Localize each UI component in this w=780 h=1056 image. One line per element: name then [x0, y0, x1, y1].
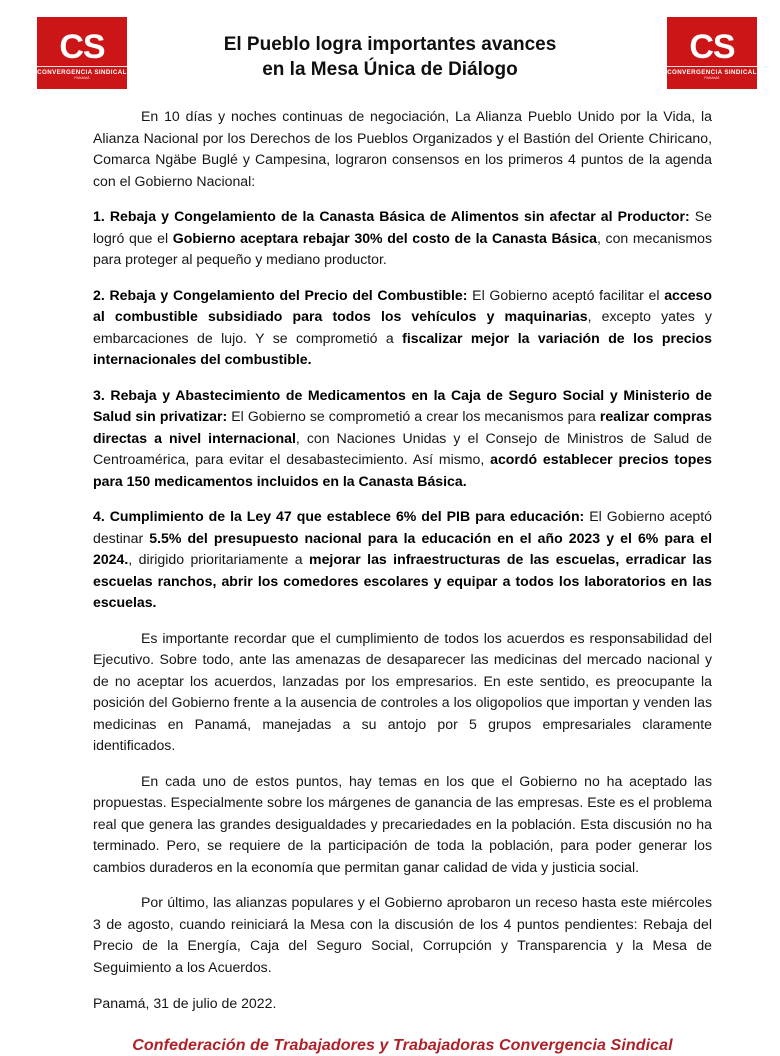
logo-organization-name: CONVERGENCIA SINDICAL	[667, 66, 757, 76]
point-2-heading: 2. Rebaja y Congelamiento del Precio del Combustible:	[93, 286, 468, 303]
document-header	[0, 0, 780, 100]
logo-organization-name: CONVERGENCIA SINDICAL	[37, 66, 127, 76]
logo-convergencia-sindical-right	[668, 18, 756, 88]
point-4-heading: 4. Cumplimiento de la Ley 47 que establece 6% del PIB para educación:	[93, 508, 585, 524]
point-3-run-1: El Gobierno se comprometió a crear los mecanismos para	[227, 408, 600, 424]
point-1-run-1: Se logró que el	[93, 208, 712, 246]
paragraph-point-2	[93, 285, 712, 371]
point-1-run-2: , con mecanismos para proteger al pequeño y mediano productor.	[93, 229, 713, 267]
logo-convergencia-sindical-left	[38, 18, 126, 88]
page-title-line-2: en la Mesa Única de Diálogo	[262, 59, 518, 80]
point-3-run-2: , con Naciones Unidas y el Consejo de Ministros de Salud de Centroamérica, para evitar el desabastecimiento. Así mismo,	[93, 429, 712, 467]
point-3-heading: 3. Rebaja y Abastecimiento de Medicamentos en la Caja de Seguro Social y Ministerio de Salud sin privatizar:	[93, 386, 712, 424]
point-4-run-1: El Gobierno aceptó destinar	[93, 508, 712, 546]
paragraph-point-3	[93, 385, 712, 493]
paragraph-closing-1-text: Es importante recordar que el cumplimiento de todos los acuerdos es responsabilidad del Ejecutivo. Sobre todo, ante las amenazas de desaparecer las medicinas del mercado nacional y de no aceptar los acuerdos, lanzadas por los empresarios. En este sentido, es preocupante la posición del Gobierno frente a la ausencia de controles a los oligopolios que importan y venden las medicinas en Panamá, manejadas a su antojo por 5 grupos empresariales claramente identificados.	[93, 629, 712, 753]
paragraph-intro-text: En 10 días y noches continuas de negociación, La Alianza Pueblo Unido por la Vida, la Alianza Nacional por los Derechos de los Pueblos Organizados y el Bastión del Oriente Chiricano, Comarca Ngäbe Buglé y Campesina, lograron consensos en los primeros 4 puntos de la agenda con el Gobierno Nacional:	[93, 108, 712, 189]
logo-monogram: CS	[689, 27, 735, 66]
paragraph-closing-2-text: En cada uno de estos puntos, hay temas en los que el Gobierno no ha aceptado las propuestas. Especialmente sobre los márgenes de ganancia de las empresas. Este es el problema real que genera las grandes desigualdades y precariedades en la población. Esta discusión no ha terminado. Pero, se requiere de la participación de toda la población, para poder generar los cambios duraderos en la economía que permitan ganar calidad de vida y justicia social.	[93, 772, 712, 875]
paragraph-closing-3	[93, 892, 712, 978]
logo-tagline: PANAMÁ	[74, 75, 90, 80]
point-2-bold-2: fiscalizar mejor la variación de los precios internacionales del combustible.	[93, 329, 712, 367]
paragraph-closing-2	[93, 771, 712, 879]
signature-organization: Confederación de Trabajadores y Trabajadoras Convergencia Sindical	[132, 1037, 673, 1054]
point-2-run-2: , excepto yates y embarcaciones de lujo. Y se comprometió a	[93, 308, 712, 346]
point-2-bold-1: acceso al combustible subsidiado para todos los vehículos y maquinarias	[93, 286, 713, 324]
page-title	[150, 32, 630, 82]
paragraph-closing-3-text: Por último, las alianzas populares y el Gobierno aprobaron un receso hasta este miércoles 3 de agosto, cuando reiniciará la Mesa con la discusión de los 4 puntos pendientes: Rebaja del Precio de la Energía, Caja del Seguro Social, Corrupción y Transparencia y la Mesa de Seguimiento a los Acuerdos.	[93, 894, 712, 975]
paragraph-intro	[93, 106, 712, 192]
point-4-bold-1: 5.5% del presupuesto nacional para la educación en el año 2023 y el 6% para el 2024.	[93, 529, 712, 567]
point-1-heading: 1. Rebaja y Congelamiento de la Canasta Básica de Alimentos sin afectar al Productor:	[93, 208, 690, 224]
document-body	[93, 106, 712, 1056]
point-1-bold-1: Gobierno aceptara rebajar 30% del costo de la Canasta Básica	[172, 229, 597, 246]
point-3-bold-2: acordó establecer precios topes para 150 medicamentos incluidos en la Canasta Básica.	[93, 451, 712, 489]
page-title-line-1: El Pueblo logra importantes avances	[223, 34, 557, 55]
point-4-run-2: , dirigido prioritariamente a	[128, 551, 310, 567]
paragraph-point-4	[93, 506, 712, 614]
date-line: Panamá, 31 de julio de 2022.	[93, 995, 277, 1011]
logo-monogram: CS	[59, 27, 105, 66]
paragraph-closing-1	[93, 628, 712, 757]
logo-tagline: PANAMÁ	[704, 75, 720, 80]
point-2-run-1: El Gobierno aceptó facilitar el	[467, 286, 665, 303]
point-4-bold-2: mejorar las infraestructuras de las escuelas, erradicar las escuelas ranchos, abrir los comedores escolares y equipar a todos los laboratorios en las escuelas.	[93, 551, 712, 610]
point-3-bold-1: realizar compras directas a nivel internacional	[93, 408, 712, 446]
paragraph-point-1	[93, 206, 712, 271]
